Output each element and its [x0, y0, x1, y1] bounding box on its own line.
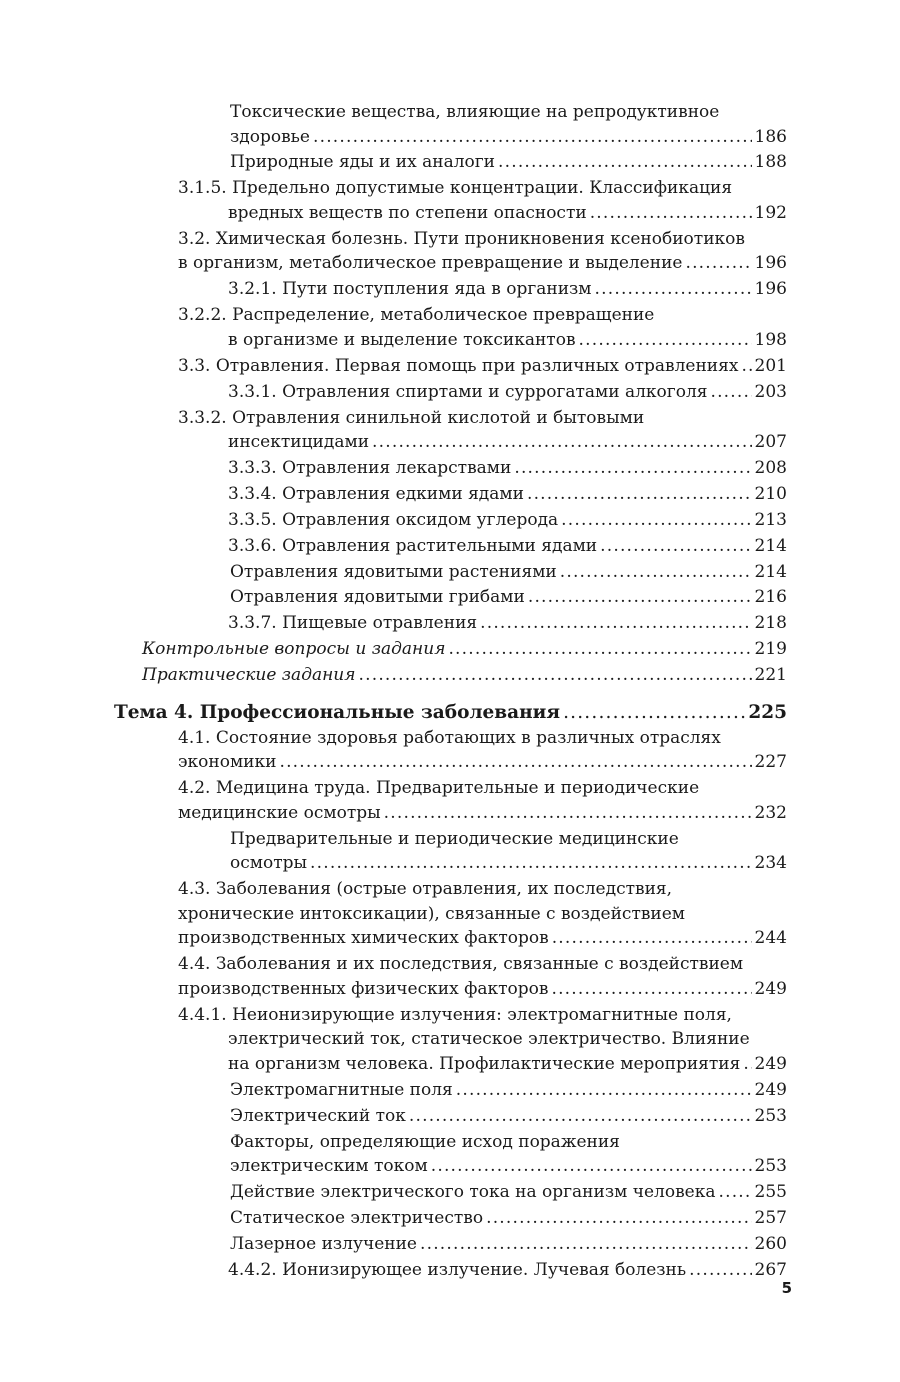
toc-entry-title: Отравления ядовитыми растениями [230, 561, 557, 582]
toc-entry [114, 1104, 787, 1129]
dot-leader [590, 201, 752, 226]
toc-entry [114, 176, 787, 225]
toc-entry-title: инсектицидами [228, 432, 370, 453]
toc-entry-page: 207 [754, 432, 787, 453]
toc-entry [114, 303, 787, 352]
toc-entry-title: производственных химических факторов [178, 928, 549, 949]
toc-entry-page: 249 [754, 1079, 787, 1100]
dot-leader [561, 508, 751, 533]
dot-leader [710, 380, 751, 405]
toc-entry-line [230, 585, 787, 610]
dot-leader [310, 851, 752, 876]
toc-entry [114, 726, 787, 775]
toc-entry-line [228, 456, 787, 481]
toc-entry-title-start: 3.2. Химическая болезнь. Пути проникновения ксенобиотиков [178, 228, 745, 249]
toc-entry-title-start: Предварительные и периодические медицинские [230, 828, 679, 849]
dot-leader [718, 1180, 751, 1205]
toc-entry-page: 201 [754, 355, 787, 376]
toc-entry-page: 186 [754, 126, 787, 147]
toc-entry [114, 354, 787, 379]
toc-entry-page: 196 [754, 253, 787, 274]
dot-leader [514, 456, 751, 481]
toc-entry-line [230, 560, 787, 585]
toc-entry [114, 560, 787, 585]
toc-entry-title-start: Токсические вещества, влияющие на репродуктивное [230, 102, 720, 122]
toc-entry-page: 234 [754, 853, 787, 874]
toc-entry-title-start: 3.2.2. Распределение, метаболическое превращение [178, 305, 655, 326]
toc-entry [114, 700, 787, 725]
toc-entry-line [230, 851, 787, 876]
toc-entry-title: вредных веществ по степени опасности [228, 202, 587, 223]
dot-leader [552, 926, 752, 951]
dot-leader [685, 251, 751, 276]
toc-entry-line [114, 700, 787, 725]
table-of-contents [114, 100, 787, 1284]
toc-entry-line [230, 1154, 787, 1179]
toc-entry-page: 192 [754, 202, 787, 223]
toc-entry [114, 534, 787, 559]
toc-entry-title: 3.3.1. Отравления спиртами и суррогатами алкоголя [228, 381, 708, 402]
dot-leader [409, 1104, 752, 1129]
toc-entry-page: 188 [754, 152, 787, 173]
toc-entry [114, 663, 787, 688]
toc-entry-line [228, 482, 787, 507]
toc-entry-line [178, 354, 787, 379]
toc-entry-title: Отравления ядовитыми грибами [230, 587, 525, 608]
toc-entry-title: электрическим током [230, 1156, 428, 1177]
dot-leader [551, 977, 751, 1002]
toc-entry-line [230, 1232, 787, 1257]
toc-entry-title: Практические задания [142, 665, 356, 686]
toc-entry-title: 3.3.6. Отравления растительными ядами [228, 535, 598, 556]
toc-entry [114, 380, 787, 405]
toc-entry-page: 260 [754, 1233, 787, 1254]
toc-entry [114, 100, 787, 149]
toc-entry-line [230, 1206, 787, 1231]
toc-entry-title: 3.3.7. Пищевые отравления [228, 613, 478, 634]
toc-entry-title: Лазерное излучение [230, 1233, 417, 1254]
toc-entry-title-start: 4.4. Заболевания и их последствия, связанные с воздействием [178, 954, 744, 975]
toc-entry [114, 406, 787, 455]
dot-leader [498, 150, 752, 175]
toc-entry-line [230, 1078, 787, 1103]
toc-entry-title: Статическое электричество [230, 1207, 484, 1228]
toc-entry-line [228, 534, 787, 559]
toc-entry-line [230, 125, 787, 150]
toc-entry-line [228, 430, 787, 455]
toc-entry-title: 3.3.4. Отравления едкими ядами [228, 483, 524, 504]
toc-entry [114, 1180, 787, 1205]
toc-entry-page: 214 [754, 561, 787, 582]
toc-entry-line [228, 611, 787, 636]
toc-entry-title-start: Факторы, определяющие исход поражения [230, 1131, 620, 1152]
dot-leader [743, 1052, 751, 1077]
toc-entry-title: в организм, метаболическое превращение и выделение [178, 253, 683, 274]
toc-entry-line [178, 750, 787, 775]
toc-entry-title: производственных физических факторов [178, 978, 549, 999]
toc-entry-title: экономики [178, 752, 277, 773]
toc-entry-page: 198 [754, 329, 787, 350]
toc-entry-line [228, 277, 787, 302]
dot-leader [579, 328, 752, 353]
dot-leader [372, 430, 752, 455]
dot-leader [595, 277, 752, 302]
toc-entry-page: 213 [754, 509, 787, 530]
dot-leader [527, 482, 752, 507]
toc-entry-page: 216 [754, 587, 787, 608]
toc-entry-page: 249 [754, 978, 787, 999]
dot-leader [600, 534, 751, 559]
toc-entry-line [178, 801, 787, 826]
toc-entry [114, 611, 787, 636]
toc-entry-line [228, 1052, 787, 1077]
toc-entry [114, 1258, 787, 1283]
toc-entry-title: 3.2.1. Пути поступления яда в организм [228, 279, 592, 300]
dot-leader [689, 1258, 751, 1283]
toc-entry-title: 3.3. Отравления. Первая помощь при различных отравлениях [178, 355, 739, 376]
dot-leader [456, 1078, 752, 1103]
toc-entry-page: 218 [754, 613, 787, 634]
toc-entry [114, 585, 787, 610]
toc-entry [114, 1003, 787, 1077]
toc-entry-title: Электрический ток [230, 1105, 406, 1126]
toc-entry-page: 257 [754, 1207, 787, 1228]
dot-leader [384, 801, 752, 826]
toc-entry-page: 253 [754, 1156, 787, 1177]
toc-entry-page: 227 [754, 752, 787, 773]
dot-leader [420, 1232, 752, 1257]
toc-entry-line [142, 663, 787, 688]
toc-entry [114, 1206, 787, 1231]
toc-entry-title: Электромагнитные поля [230, 1079, 453, 1100]
toc-entry [114, 508, 787, 533]
toc-entry-title-start: 3.1.5. Предельно допустимые концентрации. Классификация [178, 178, 733, 199]
toc-entry-page: 244 [754, 928, 787, 949]
toc-entry-page: 221 [754, 665, 787, 686]
toc-entry-line [230, 1104, 787, 1129]
toc-entry [114, 877, 787, 951]
toc-entry-page: 219 [754, 639, 787, 660]
toc-entry-line [228, 380, 787, 405]
toc-entry [114, 637, 787, 662]
dot-leader [486, 1206, 751, 1231]
toc-entry-line [178, 926, 787, 951]
toc-entry-line [230, 1180, 787, 1205]
toc-entry-title: осмотры [230, 853, 308, 874]
toc-entry-title: Действие электрического тока на организм человека [230, 1182, 716, 1203]
toc-entry-page: 225 [748, 701, 787, 723]
toc-entry-title: Природные яды и их аналоги [230, 152, 496, 173]
toc-entry-page: 208 [754, 457, 787, 478]
toc-entry-title: на организм человека. Профилактические мероприятия [228, 1053, 741, 1074]
toc-entry-line [178, 977, 787, 1002]
toc-entry-title-start: 4.3. Заболевания (острые отравления, их последствия, хронические интоксикации), связанные с воздействием [178, 879, 686, 924]
toc-entry-line [228, 508, 787, 533]
toc-entry-title-start: 4.4.1. Неионизирующие излучения: электромагнитные поля, электрический ток, статическое электричество. Влияние [178, 1004, 750, 1050]
toc-entry-title: Тема 4. Профессиональные заболевания [114, 701, 561, 723]
toc-entry-page: 196 [754, 279, 787, 300]
toc-entry-line [230, 150, 787, 175]
toc-entry-page: 255 [754, 1182, 787, 1203]
toc-entry [114, 1232, 787, 1257]
toc-entry-page: 232 [754, 802, 787, 823]
toc-entry [114, 482, 787, 507]
toc-entry [114, 456, 787, 481]
toc-entry-line [228, 1258, 787, 1283]
dot-leader [448, 637, 751, 662]
toc-entry-title: 4.4.2. Ионизирующее излучение. Лучевая болезнь [228, 1259, 687, 1280]
toc-entry [114, 827, 787, 876]
toc-entry-title: медицинские осмотры [178, 802, 381, 823]
dot-leader [560, 560, 752, 585]
toc-entry [114, 1130, 787, 1179]
toc-entry-line [228, 201, 787, 226]
toc-entry-page: 267 [754, 1259, 787, 1280]
toc-entry-title-start: 4.1. Состояние здоровья работающих в различных отраслях [178, 727, 721, 748]
dot-leader [359, 663, 752, 688]
toc-entry [114, 952, 787, 1001]
toc-entry-title: в организме и выделение токсикантов [228, 329, 576, 350]
dot-leader [431, 1154, 752, 1179]
page-number: 5 [781, 1279, 792, 1297]
dot-leader [741, 354, 751, 379]
toc-entry-line [178, 251, 787, 276]
toc-entry-title-start: 4.2. Медицина труда. Предварительные и периодические [178, 778, 700, 799]
dot-leader [279, 750, 751, 775]
toc-entry-line [142, 637, 787, 662]
toc-entry [114, 150, 787, 175]
toc-entry-page: 210 [754, 483, 787, 504]
toc-entry-line [228, 328, 787, 353]
toc-entry-title: 3.3.5. Отравления оксидом углерода [228, 509, 559, 530]
toc-entry-title: Контрольные вопросы и задания [142, 639, 446, 660]
toc-entry-page: 214 [754, 535, 787, 556]
toc-entry-page: 249 [754, 1053, 787, 1074]
toc-entry [114, 1078, 787, 1103]
toc-entry [114, 227, 787, 276]
toc-entry-title-start: 3.3.2. Отравления синильной кислотой и бытовыми [178, 407, 645, 428]
toc-entry [114, 776, 787, 825]
toc-entry [114, 277, 787, 302]
toc-entry-title: 3.3.3. Отравления лекарствами [228, 457, 512, 478]
toc-entry-title: здоровье [230, 126, 310, 147]
toc-entry-page: 203 [754, 381, 787, 402]
toc-entry-page: 253 [754, 1105, 787, 1126]
dot-leader [313, 125, 752, 150]
dot-leader [563, 700, 745, 725]
dot-leader [480, 611, 751, 636]
dot-leader [528, 585, 752, 610]
